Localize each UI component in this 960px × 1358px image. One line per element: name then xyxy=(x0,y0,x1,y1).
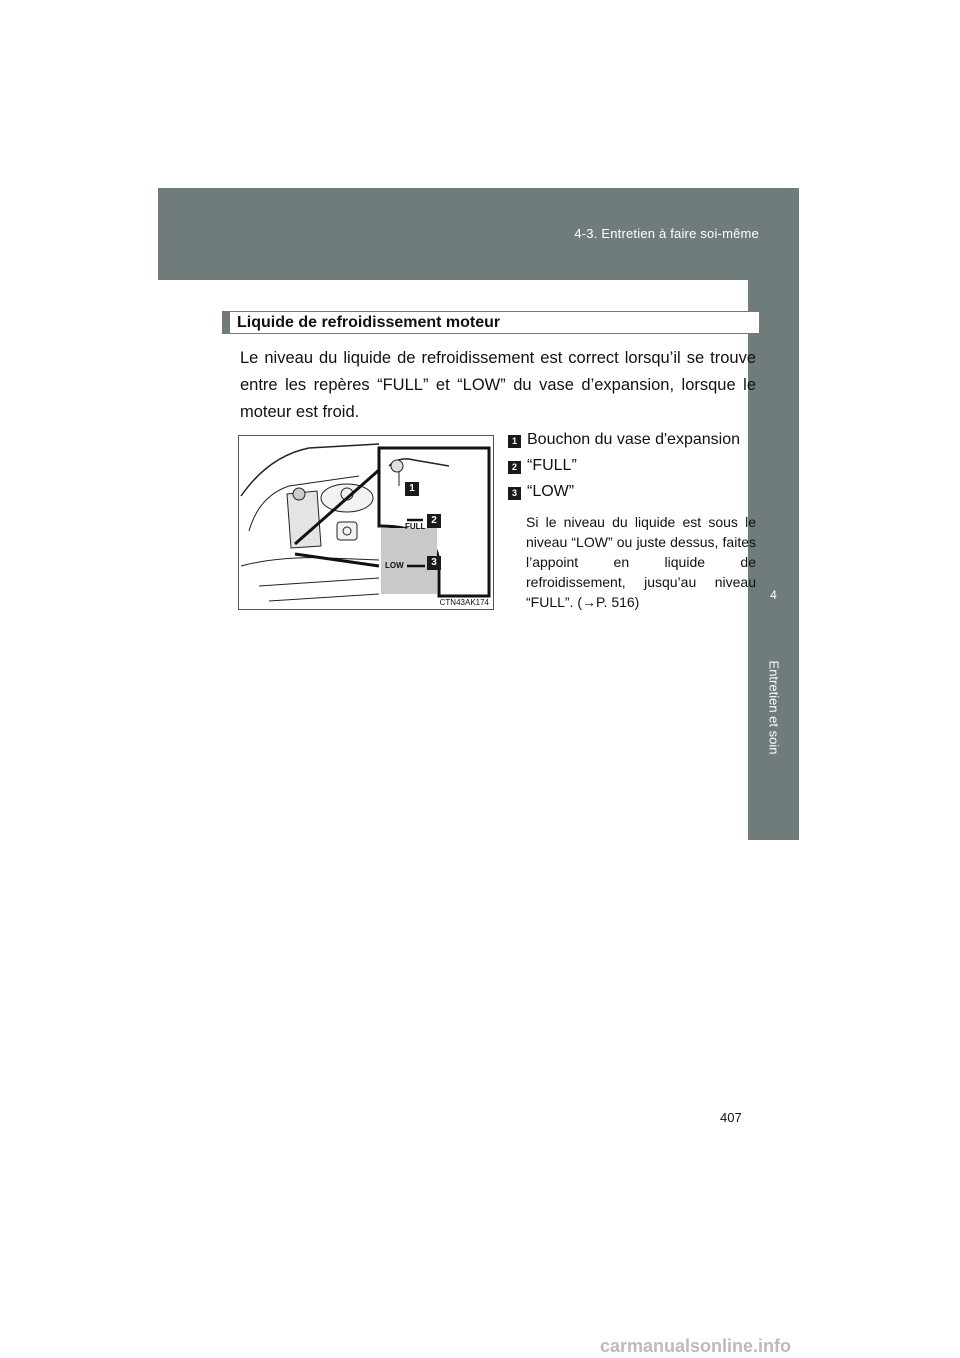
legend-number-icon: 1 xyxy=(508,435,521,448)
intro-paragraph: Le niveau du liquide de refroidissement est correct lorsqu’il se trouve entre les repères “FULL” et “LOW” du vase d’expansion, lorsque le moteur est froid. xyxy=(240,349,756,421)
legend-text: “LOW” xyxy=(527,483,575,500)
figure-code: CTN43AK174 xyxy=(439,598,489,607)
full-mark-label: FULL xyxy=(405,522,426,531)
legend xyxy=(508,430,758,508)
chapter-number: 4 xyxy=(770,588,777,602)
engine-illustration xyxy=(238,435,494,610)
callout-1: 1 xyxy=(409,483,415,494)
section-title: Liquide de refroidissement moteur xyxy=(237,314,501,331)
legend-item xyxy=(508,430,758,456)
section-heading xyxy=(222,311,760,334)
low-mark-label: LOW xyxy=(385,561,404,570)
header-section-title: 4-3. Entretien à faire soi-même xyxy=(574,226,759,241)
callout-3: 3 xyxy=(431,557,437,568)
legend-text: Bouchon du vase d'expansion xyxy=(527,431,740,448)
callout-2: 2 xyxy=(431,515,437,526)
legend-number-icon: 2 xyxy=(508,461,521,474)
engine-bay-drawing xyxy=(239,436,493,609)
page-number: 407 xyxy=(720,1110,742,1125)
legend-text: “FULL” xyxy=(527,457,577,474)
legend-item xyxy=(508,456,758,482)
header-band xyxy=(158,188,799,280)
legend-number-icon: 3 xyxy=(508,487,521,500)
refill-note: Si le niveau du liquide est sous le niveau “LOW” ou juste dessus, faites l’appoint en liquide de refroidissement, jusqu’au niveau “FULL”. (→P. 516) xyxy=(526,514,756,610)
watermark: carmanualsonline.info xyxy=(600,1336,792,1356)
heading-accent-bar xyxy=(223,312,230,333)
chapter-label: Entretien et soin xyxy=(766,660,781,755)
legend-item xyxy=(508,482,758,508)
